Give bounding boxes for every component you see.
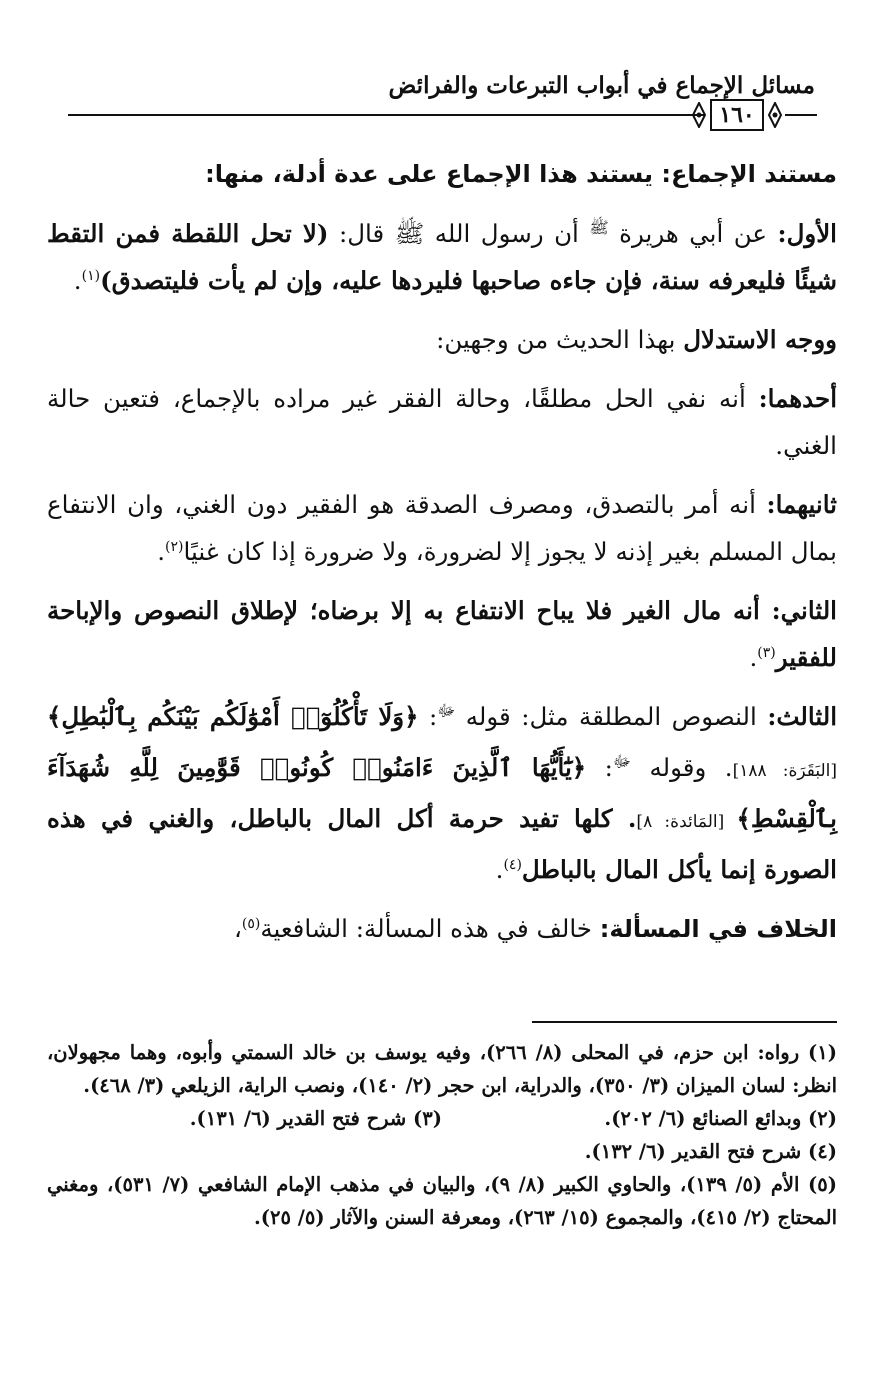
heading-thani: ثانيهما: [766,490,837,519]
salutation-icon: ﷺ [394,219,425,248]
second-end: . [749,643,758,672]
heading-third: الثالث: [767,702,838,731]
verse-citation-1: [البَقَرَة: ١٨٨] [732,761,838,781]
khilaf-end: ، [233,914,242,943]
khilaf-text: خالف في هذه المسألة: الشافعية [260,914,600,943]
main-text [47,150,837,965]
heading-khilaf: الخلاف في المسألة: [599,915,837,943]
footnote-row [47,1102,837,1135]
footnote-5: (٥) الأم (٥/ ١٣٩)، والحاوي الكبير (٨/ ٩)، والبيان في مذهب الإمام الشافعي (٧/ ٥٣١)، ومغني المحتاج (٢/ ٤١٥)، والمجموع (١٥/ ٢٦٣)، ومعرفة السنن والآثار (٥/ ٢٥). [47,1173,837,1229]
third-text-c: . وقوله [630,753,733,782]
footnote-ref-2: (٢) [165,538,184,555]
paragraph-third [47,693,837,893]
footnote-1: (١) رواه: ابن حزم، في المحلى (٨/ ٢٦٦)، وفيه يوسف بن خالد السمتي وأبوه، وهما مجهولان، انظر: لسان الميزان (٣/ ٣٥٠)، والدراية، ابن حجر (٢/ ١٤٠)، ونصب الراية، الزيلعي (٣/ ٤٦٨). [47,1041,837,1097]
heading-first: الأول: [777,219,837,248]
footnote-separator [532,1021,837,1023]
paragraph-ahad [47,375,837,469]
page-number: ١٦٠ [710,99,764,131]
thani-end: . [157,537,166,566]
first-text-a: عن أبي هريرة [608,219,778,248]
honorific-icon: ﷻ [437,700,456,720]
paragraph-khilaf [47,905,837,953]
footnote-ref-3: (٣) [757,644,776,661]
wajh-text: بهذا الحديث من وجهين: [436,325,684,354]
footnote-3: (٣) شرح فتح القدير (٦/ ١٣١). [189,1107,442,1130]
paragraph-first [47,210,837,304]
ornament-icon [767,102,783,128]
footnote-4: (٤) شرح فتح القدير (٦/ ١٣٢). [584,1140,837,1163]
page-number-frame [691,96,783,134]
quran-verse-2: ﴿يَٰٓأَيُّهَا ٱلَّذِينَ ءَامَنُوا۟ كُونُوا۟ قَوَّٰمِينَ لِلَّهِ شُهَدَآءَ بِٱلْقِسْطِ﴾ [47,753,838,833]
sanad-text: يستند هذا الإجماع على عدة أدلة، منها: [205,160,662,188]
third-end: . [495,855,504,884]
ahad-text: أنه نفي الحل مطلقًا، وحالة الفقر غير مراده بالإجماع، فتعين حالة الغني. [47,384,837,460]
header-rule-right [785,114,817,116]
heading-wajh: ووجه الاستدلال [683,325,837,354]
footnote-2: (٢) وبدائع الصنائع (٦/ ٢٠٢). [604,1107,837,1130]
honorific-icon: ﷻ [612,751,631,771]
honorific-icon: ﷺ [589,217,609,237]
footnote-ref-4: (٤) [503,856,522,873]
third-text-b: : [418,702,438,731]
paragraph-wajh [47,316,837,363]
footnotes [47,1036,837,1234]
paragraph-second [47,587,837,681]
first-text-c: قال: [328,219,395,248]
verse-citation-2: [المَائدة: ٨] [636,812,737,832]
paragraph-sanad [47,150,837,198]
second-text: أنه مال الغير فلا يباح الانتفاع به إلا برضاه؛ لإطلاق النصوص والإباحة للفقير [47,596,837,672]
hadith-quote: (لا تحل اللقطة فمن التقط شيئًا فليعرفه سنة، فإن جاءه صاحبها فليردها عليه، وإن لم يأت فليتصدق) [47,219,837,295]
third-text-e: . كلها تفيد حرمة أكل المال بالباطل، والغني في هذه الصورة إنما يأكل المال بالباطل [47,804,837,884]
heading-ahad: أحدهما: [758,384,837,413]
third-text-a: النصوص المطلقة مثل: قوله [455,702,768,731]
quran-verse-1: ﴿وَلَا تَأْكُلُوٓا۟ أَمْوَٰلَكُم بَيْنَكُم بِٱلْبَٰطِلِ﴾ [47,702,419,731]
first-end: . [73,266,82,295]
thani-text: أنه أمر بالتصدق، ومصرف الصدقة هو الفقير دون الغني، وان الانتفاع بمال المسلم بغير إذنه لا يجوز إلا لضرورة، ولا ضرورة إذا كان غنيًا [47,490,837,566]
first-text-b: أن رسول الله [424,219,590,248]
running-title: مسائل الإجماع في أبواب التبرعات والفرائض [388,72,815,99]
paragraph-thani [47,481,837,575]
header-rule-left [68,114,704,116]
footnote-ref-5: (٥) [241,915,261,932]
third-text-d: : [586,753,613,782]
heading-second: الثاني: [771,596,837,625]
heading-sanad: مستند الإجماع: [661,160,837,188]
footnote-ref-1: (١) [81,267,101,284]
